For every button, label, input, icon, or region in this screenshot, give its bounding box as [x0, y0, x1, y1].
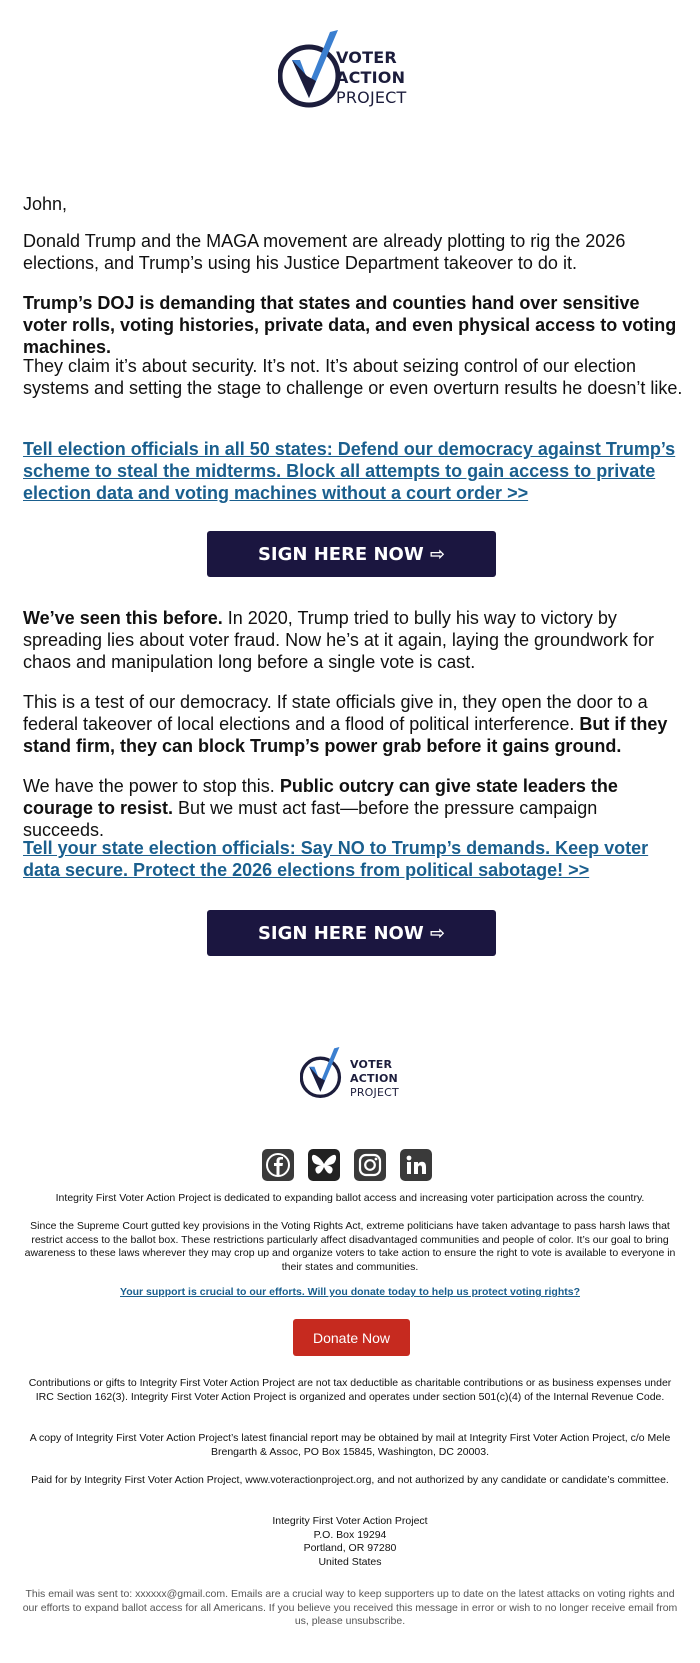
address-line: P.O. Box 19294 — [313, 1528, 387, 1541]
paragraph-4 — [23, 607, 683, 673]
footer-support-link-wrapper — [22, 1286, 678, 1300]
logo-line1: VOTER — [336, 48, 397, 67]
paragraph-6-bold: Public outcry can give state leaders the courage to resist. — [23, 776, 618, 818]
logo-footer-check-icon — [300, 1044, 346, 1100]
facebook-icon[interactable] — [262, 1149, 294, 1181]
petition-link-1[interactable]: Tell election officials in all 50 states: Defend our democracy against Trump’s scheme to steal the midterms. Block all attempts to gain access to private election data and voting machines without a court order >> — [23, 439, 676, 503]
logo-footer-line2: ACTION — [350, 1072, 398, 1085]
sign-here-button-2[interactable]: SIGN HERE NOW ⇨ — [207, 910, 496, 956]
logo-top — [278, 26, 438, 116]
footer-about: Since the Supreme Court gutted key provisions in the Voting Rights Act, extreme politicians have taken advantage to pass harsh laws that restrict access to the ballot box. These restrictions particularly affect disadvantaged communities and people of color. It’s our goal to bring awareness to these laws wherever they may crop up and organize voters to take action to ensure the right to vote is available to everyone in their states and communities. — [24, 1220, 676, 1273]
paragraph-5-start: This is a test of our democracy. If state officials give in, they open the door to a federal takeover of local elections and a flood of political interference. — [23, 692, 648, 734]
logo-line3: PROJECT — [336, 88, 407, 107]
greeting: John, — [23, 194, 68, 214]
linkedin-icon[interactable] — [400, 1149, 432, 1181]
paragraph-2: Trump’s DOJ is demanding that states and counties hand over sensitive voter rolls, voting histories, private data, and even physical access to voting machines. — [23, 293, 677, 357]
donate-button[interactable]: Donate Now — [293, 1319, 410, 1356]
footer-paid-for: Paid for by Integrity First Voter Action Project, www.voteractionproject.org, and not authorized by any candidate or candidate’s committee. — [31, 1474, 669, 1486]
footer-mission: Integrity First Voter Action Project is dedicated to expanding ballot access and increasing voter participation across the country. — [55, 1192, 645, 1204]
logo-footer-line3: PROJECT — [350, 1086, 399, 1099]
address-line: Integrity First Voter Action Project — [272, 1515, 428, 1527]
donate-link[interactable]: Your support is crucial to our efforts. Will you donate today to help us protect voting rights? — [120, 1286, 580, 1298]
paragraph-6 — [23, 775, 683, 841]
footer-address — [22, 1515, 678, 1569]
paragraph-5-bold: But if they stand firm, they can block Trump’s power grab before it gains ground. — [23, 714, 668, 756]
paragraph-3: They claim it’s about security. It’s not. It’s about seizing control of our election systems and setting the stage to challenge or even overturn results he doesn’t like. — [23, 356, 683, 398]
footer-unsubscribe-notice: This email was sent to: xxxxxx@gmail.com. Emails are a crucial way to keep supporters up to date on the latest attacks on voting rights and our efforts to expand ballot access for all Americans. If you believe you received this message in error or wish to no longer receive email from us, please unsubscribe. — [22, 1588, 678, 1627]
logo-line2: ACTION — [336, 68, 406, 87]
instagram-icon[interactable] — [354, 1149, 386, 1181]
sign-here-button-1[interactable]: SIGN HERE NOW ⇨ — [207, 531, 496, 577]
paragraph-6-end: But we must act fast—before the pressure campaign succeeds. — [23, 798, 598, 840]
logo-footer — [300, 1044, 410, 1104]
petition-link-1-wrapper — [23, 438, 683, 504]
paragraph-1: Donald Trump and the MAGA movement are already plotting to rig the 2026 elections, and Trump’s using his Justice Department takeover to do it. — [23, 231, 626, 273]
footer-tax-notice: Contributions or gifts to Integrity First Voter Action Project are not tax deductible as charitable contributions or as business expenses under IRC Section 162(3). Integrity First Voter Action Project is organized and operates under section 501(c)(4) of the Internal Revenue Code. — [28, 1377, 672, 1403]
address-line: United States — [318, 1555, 382, 1568]
paragraph-4-bold: We’ve seen this before. — [23, 608, 223, 628]
paragraph-6-start: We have the power to stop this. — [23, 776, 280, 796]
bluesky-icon[interactable] — [308, 1149, 340, 1181]
paragraph-4-rest: In 2020, Trump tried to bully his way to victory by spreading lies about voter fraud. Now he’s at it again, laying the groundwork for chaos and manipulation long before a single vote is cast. — [23, 608, 655, 672]
footer-financial-report: A copy of Integrity First Voter Action Project’s latest financial report may be obtained by mail at Integrity First Voter Action Project, c/o Mele Brengarth & Assoc, PO Box 15845, Washington, DC 20003. — [29, 1432, 671, 1458]
paragraph-5 — [23, 691, 683, 757]
petition-link-2[interactable]: Tell your state election officials: Say NO to Trump’s demands. Keep voter data secure. Protect the 2026 elections from political sabotage! >> — [23, 838, 649, 880]
address-line: Portland, OR 97280 — [303, 1542, 397, 1554]
petition-link-2-wrapper — [23, 837, 683, 881]
logo-footer-line1: VOTER — [350, 1058, 393, 1071]
